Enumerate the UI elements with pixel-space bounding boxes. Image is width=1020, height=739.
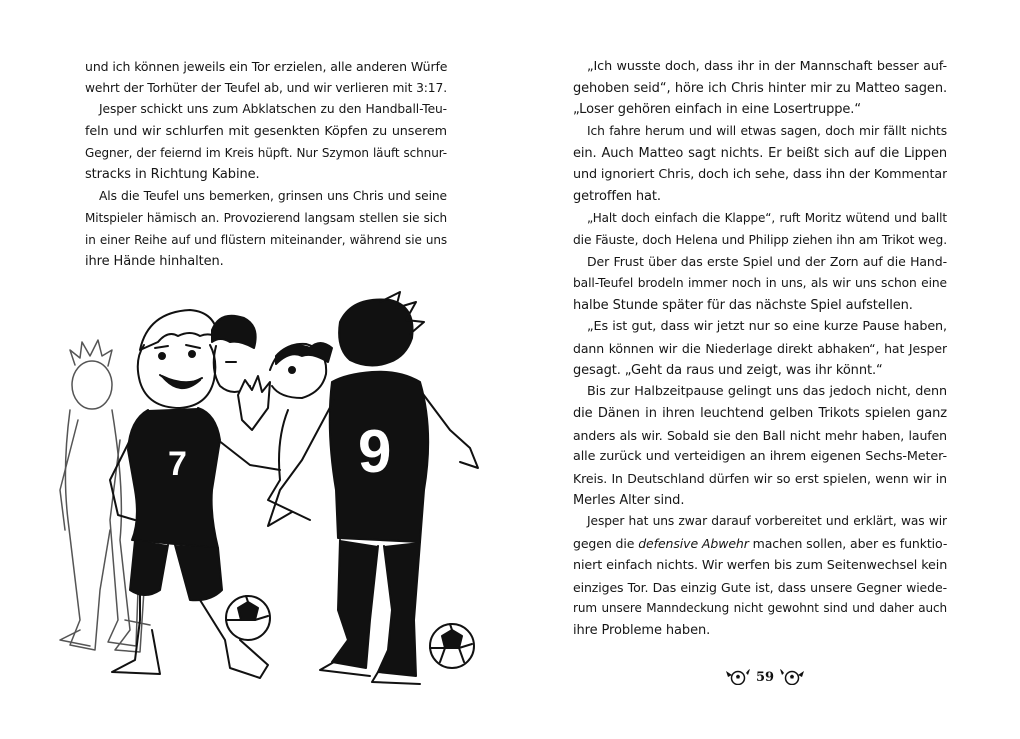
text-line xyxy=(573,533,947,555)
ball-devil-icon-right xyxy=(780,669,804,685)
text-line: wehrt der Torhüter der Teufel ab, und wir verlieren mit 3:17. xyxy=(85,80,447,95)
left-page-text xyxy=(85,56,447,273)
text-line: stracks in Richtung Kabine. xyxy=(85,167,260,183)
text-line: Als die Teufel uns bemerken, grinsen uns Chris und seine xyxy=(99,189,447,204)
text-line: ein. Auch Matteo sagt nichts. Er beißt sich auf die Lippen xyxy=(573,145,947,161)
text-line: Bis zur Halbzeitpause gelingt uns das jedoch nicht, denn xyxy=(587,384,947,400)
text-line: getroffen hat. xyxy=(573,189,661,205)
ball-left xyxy=(226,596,270,640)
player-smiling-dark-hair xyxy=(212,316,256,392)
text-line: rum unsere Manndeckung nicht gewohnt sind und daher auch xyxy=(573,601,947,616)
right-page-text xyxy=(573,56,947,642)
text-line: ihre Hände hinhalten. xyxy=(85,254,224,270)
jersey-number-7: 7 xyxy=(168,445,187,483)
text-line: Ich fahre herum und will etwas sagen, doch mir fällt nichts xyxy=(587,124,947,139)
text-line: gehoben seid“, höre ich Chris hinter mir zu Matteo sagen. xyxy=(573,80,947,96)
text-line: anders als wir. Sobald sie den Ball nicht mehr haben, laufen xyxy=(573,427,947,443)
text-line: ihre Probleme haben. xyxy=(573,622,711,638)
text-line: Jesper hat uns zwar darauf vorbereitet und erklärt, was wir xyxy=(587,514,947,529)
emphasized-term: defensive Abwehr xyxy=(638,536,749,552)
text-line: alle zurück und verteidigen an ihrem eigenen Sechs-Meter- xyxy=(573,449,947,465)
text-line: „Ich wusste doch, dass ihr in der Mannschaft besser auf- xyxy=(587,59,947,74)
text-line: Jesper schickt uns zum Abklatschen zu den Handball-Teu- xyxy=(99,102,447,117)
text-line: niert einfach nichts. Wir werfen bis zum Seitenwechsel kein xyxy=(573,557,947,573)
right-page xyxy=(510,0,1020,739)
jersey-number-9: 9 xyxy=(358,418,392,485)
text-line: Merles Alter sind. xyxy=(573,492,685,508)
text-line: Kreis. In Deutschland dürfen wir so erst spielen, wenn wir in xyxy=(573,471,947,487)
text-line: dann können wir die Niederlage direkt abhaken“, hat Jesper xyxy=(573,340,947,356)
page-footer xyxy=(715,665,815,689)
text-line: „Halt doch einfach die Klappe“, ruft Moritz wütend und ballt xyxy=(587,210,947,225)
text-line: und ignoriert Chris, doch ich sehe, dass ihn der Kommentar xyxy=(573,167,947,183)
text-line: und ich können jeweils ein Tor erzielen, alle anderen Würfe xyxy=(85,59,447,74)
text-line: halbe Stunde später für das nächste Spiel aufstellen. xyxy=(573,297,913,313)
text-line: gesagt. „Geht da raus und zeigt, was ihr könnt.“ xyxy=(573,362,883,378)
text-line: Gegner, der feiernd im Kreis hüpft. Nur Szymon läuft schnur- xyxy=(85,145,447,160)
page-number: 59 xyxy=(755,669,775,685)
text-segment: gegen die xyxy=(573,536,639,552)
text-line: in einer Reihe auf und flüstern miteinander, während sie uns xyxy=(85,232,447,247)
text-line: „Es ist gut, dass wir jetzt nur so eine kurze Pause haben, xyxy=(587,319,947,335)
text-line: Der Frust über das erste Spiel und der Zorn auf die Hand- xyxy=(587,254,947,270)
text-line: einziges Tor. Das einzig Gute ist, dass unsere Gegner wiede- xyxy=(573,579,947,595)
text-line: die Fäuste, doch Helena und Philipp ziehen ihn am Trikot weg. xyxy=(573,232,947,247)
text-segment: machen sollen, aber es funktio- xyxy=(748,536,947,552)
text-line: Mitspieler hämisch an. Provozierend langsam stellen sie sich xyxy=(85,210,447,225)
text-line: feln und wir schlurfen mit gesenkten Köpfen zu unserem xyxy=(85,124,447,140)
background-player-left xyxy=(60,340,144,652)
text-line: ball-Teufel brodeln immer noch in uns, als wir uns schon eine xyxy=(573,275,947,290)
handball-players-illustration xyxy=(40,290,485,700)
ball-devil-icon-left xyxy=(726,669,750,685)
ball-right xyxy=(430,624,474,668)
text-line: die Dänen in ihren leuchtend gelben Trikots spielen ganz xyxy=(573,406,947,421)
text-line: „Loser gehören einfach in eine Losertruppe.“ xyxy=(573,102,861,118)
